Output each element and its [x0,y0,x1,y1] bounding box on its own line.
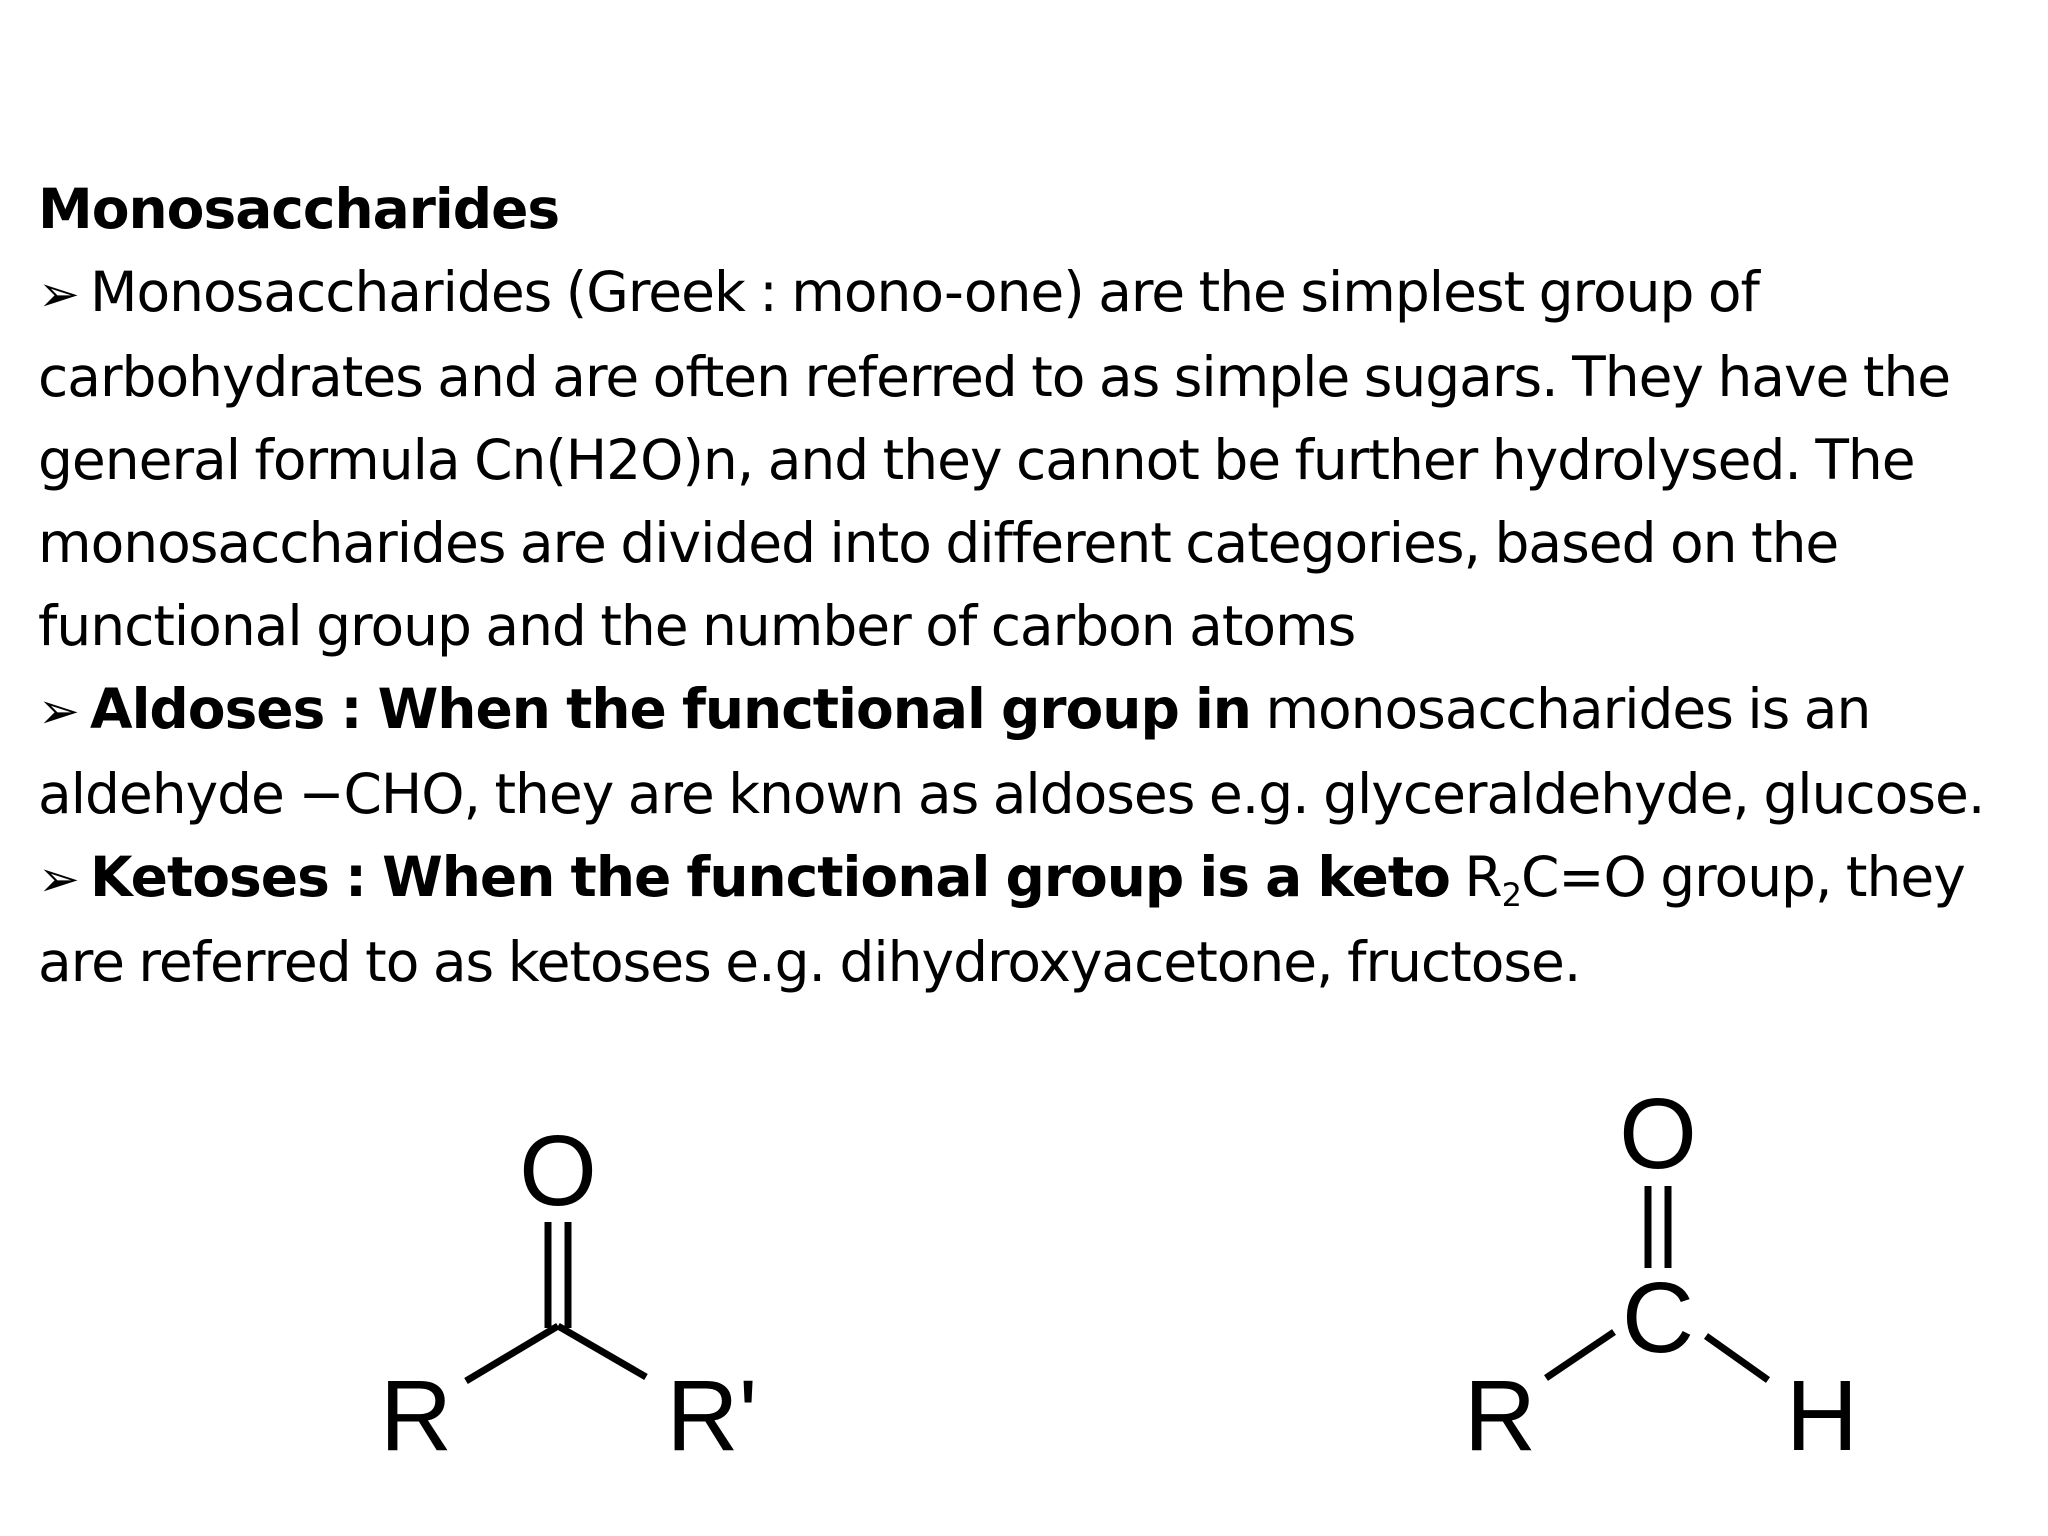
aldehyde-r-label: R [1463,1360,1537,1472]
slide-heading: Monosaccharides [38,177,560,241]
aldehyde-oxygen-label: O [1619,1078,1697,1190]
bullet-arrow-icon: ➢ [38,682,79,740]
ketoses-bold-text: Ketoses : When the functional group is a keto [90,845,1450,909]
aldehyde-carbon-label: C [1621,1262,1695,1374]
aldoses-bold-text: Aldoses : When the functional group in [90,677,1251,741]
intro-text: Monosaccharides (Greek : mono-one) are the simplest group of carbohydrates and are often referred to as simple sugars. They have the general formula Cn(H2O)n, and they cannot be further hydrolysed. The monosaccharides are divided into different categories, based on the functional group and the number of carbon atoms [38,260,1951,658]
ketone-left-bond [466,1326,558,1381]
aldehyde-structure [1464,1078,1858,1472]
aldoses-text: monosaccharides is an aldehyde −CHO, they are known as aldoses e.g. glyceraldehyde, glucose. [38,677,1985,826]
bullet-arrow-icon: ➢ [38,850,79,908]
ketone-structure [380,1115,758,1472]
ketoses-text: C=O group, they are referred to as ketoses e.g. dihydroxyacetone, fructose. [38,845,1965,994]
aldehyde-h-label: H [1785,1360,1859,1472]
ketoses-subscript: 2 [1501,876,1521,914]
aldehyde-r-bond [1546,1332,1614,1378]
ketone-r-label: R [379,1360,453,1472]
bullet-arrow-icon: ➢ [38,265,79,323]
ketoses-r-text: R [1449,845,1502,909]
aldehyde-h-bond [1706,1336,1768,1380]
ketone-right-bond [558,1326,646,1377]
ketone-r-prime-label: R' [666,1360,758,1472]
ketone-oxygen-label: O [519,1115,597,1227]
